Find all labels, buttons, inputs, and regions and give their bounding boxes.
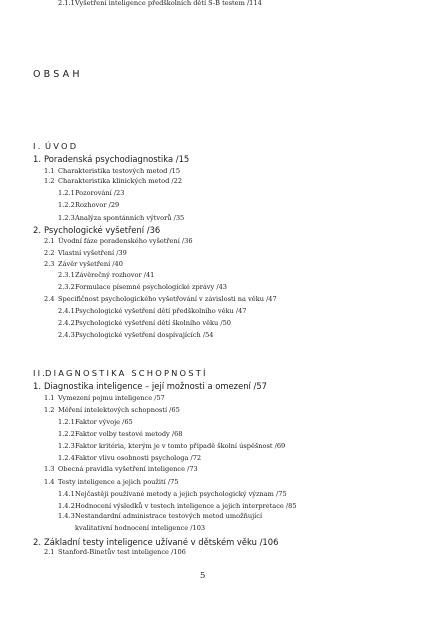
toc-entry [58, 332, 213, 339]
toc-entry-number: 1.4 [44, 478, 55, 486]
toc-entry-title: Obecná pravidla vyšetření inteligence [58, 465, 185, 473]
toc-entry-page: /57 [253, 381, 268, 391]
toc-entry-number: 1. [33, 154, 41, 164]
toc-entry-number: 2. [33, 537, 41, 547]
toc-entry-page: /36 [181, 237, 193, 245]
toc-entry-title: Nejčastěji používané metody a jejich psychologický význam [75, 490, 274, 498]
toc-entry-title: DIAGNOSTIKA SCHOPNOSTÍ [45, 368, 208, 378]
toc-entry-page: /54 [202, 331, 214, 339]
toc-entry [75, 525, 205, 532]
toc-entry-number: 1.2.3 [58, 442, 75, 450]
toc-entry-page: /73 [187, 465, 198, 473]
toc-entry-number: 1.2.1 [58, 418, 75, 426]
toc-entry [33, 142, 78, 150]
toc-entry [44, 238, 193, 245]
toc-entry [58, 419, 133, 426]
toc-entry-title: Charakteristika testových metod [58, 167, 168, 175]
toc-entry [44, 261, 123, 268]
toc-entry-page: /15 [169, 167, 181, 175]
toc-entry-page: /15 [175, 154, 190, 164]
toc-entry-page: /68 [171, 430, 183, 438]
toc-entry-page: /106 [171, 548, 186, 556]
toc-entry [33, 382, 267, 390]
toc-entry-number: 1.1 [44, 394, 55, 402]
toc-entry-title: Rozhovor [75, 201, 107, 209]
toc-entry [58, 455, 201, 462]
toc-entry-number: 2.3.2 [58, 283, 75, 291]
toc-entry-page: /29 [108, 201, 120, 209]
toc-entry-title: Psychologické vyšetření dětí předškolního věku [75, 307, 234, 315]
toc-entry [44, 250, 127, 257]
toc-entry-title: Faktor vlivu osobnosti psychologa [75, 454, 189, 462]
toc-entry [44, 466, 198, 473]
toc-entry-number: I. [33, 141, 43, 151]
toc-entry-number: 2.4.2 [58, 319, 75, 327]
toc-entry-number: 2. [33, 225, 41, 235]
toc-entry [58, 491, 287, 498]
toc-entry [44, 479, 179, 486]
toc-entry-page: /69 [274, 442, 286, 450]
toc-entry-number: 1.2 [44, 177, 55, 185]
toc-entry [44, 296, 277, 303]
toc-entry-number: 2.4.3 [58, 331, 75, 339]
toc-entry-page: /36 [146, 225, 161, 235]
toc-entry-page: /65 [122, 418, 133, 426]
toc-entry [58, 0, 262, 7]
toc-entry-title: Měření intelektových schopností [58, 406, 168, 414]
toc-entry-number: 1.4.3 [58, 512, 75, 520]
toc-entry-page: /35 [173, 214, 185, 222]
toc-entry-page: /114 [246, 0, 262, 7]
toc-entry-title: Psychologické vyšetření dětí školního věku [75, 319, 219, 327]
toc-entry-number: 1.1 [44, 167, 55, 175]
toc-entry-page: /106 [259, 537, 279, 547]
toc-entry-number: 1.2 [44, 406, 55, 414]
toc-entry [58, 443, 285, 450]
toc-entry [58, 215, 184, 222]
toc-entry [58, 513, 262, 520]
toc-entry-number: 2.3 [44, 260, 55, 268]
toc-entry [58, 320, 231, 327]
toc-entry-page: /47 [235, 307, 247, 315]
toc-entry-title: Testy inteligence a jejich použití [58, 478, 166, 486]
toc-entry-page: /23 [113, 189, 125, 197]
toc-entry [44, 395, 165, 402]
toc-entry-page: /43 [216, 283, 227, 291]
toc-entry-title: Diagnostika inteligence – její možnosti a omezení [44, 381, 251, 391]
toc-entry [44, 549, 186, 556]
toc-entry-page: /41 [143, 271, 155, 279]
toc-entry-page: /50 [220, 319, 231, 327]
toc-entry [33, 538, 278, 546]
toc-entry-title: Vlastní vyšetření [58, 249, 115, 257]
toc-entry-page: /40 [112, 260, 123, 268]
toc-entry-number: 1.2.2 [58, 430, 75, 438]
toc-entry-title: Závěr vyšetření [58, 260, 111, 268]
toc-entry [58, 284, 227, 291]
toc-entry-title: Stanford-Binetův test inteligence [58, 548, 169, 556]
toc-entry-number: 2.4 [44, 295, 55, 303]
toc-entry-title: ÚVOD [45, 141, 79, 151]
toc-entry-title: Charakteristika klinických metod [58, 177, 170, 185]
toc-entry-number: 1.2.3 [58, 214, 75, 222]
toc-entry-title: Faktor vývoje [75, 418, 121, 426]
toc-entry-page: /85 [285, 502, 297, 510]
toc-entry-title: Úvodní fáze poradenského vyšetření [58, 237, 180, 245]
toc-entry-number: 1.2.2 [58, 201, 75, 209]
toc-entry [44, 407, 180, 414]
toc-entry-number: 2.3.1 [58, 271, 75, 279]
toc-entry [33, 226, 160, 234]
toc-entry-title: Poradenská psychodiagnostika [44, 154, 174, 164]
toc-entry-title: Psychologické vyšetření [44, 225, 145, 235]
toc-entry-title: Faktor volby testové metody [75, 430, 170, 438]
toc-entry-number: 1.2.1 [58, 189, 75, 197]
toc-entry-title: Základní testy inteligence užívané v dětském věku [44, 537, 257, 547]
toc-entry [58, 190, 124, 197]
toc-entry-page: /65 [169, 406, 180, 414]
toc-entry-number: 1. [33, 381, 41, 391]
toc-entry-title: Vymezení pojmu inteligence [58, 394, 153, 402]
toc-entry-title: Faktor kritéria, kterým je v tomto případě školní úspěšnost [75, 442, 273, 450]
toc-entry [58, 503, 297, 510]
toc-entry-number: 1.3 [44, 465, 55, 473]
toc-entry-number: 2.2 [44, 249, 55, 257]
toc-entry [58, 202, 119, 209]
toc-entry-page: /103 [190, 524, 206, 532]
toc-entry-page: /57 [154, 394, 165, 402]
toc-entry-title: Psychologické vyšetření dospívajících [75, 331, 201, 339]
toc-entry-number: 2.1 [44, 548, 55, 556]
toc-entry-page: /75 [167, 478, 179, 486]
toc-entry [58, 431, 183, 438]
toc-entry-page: /72 [190, 454, 202, 462]
toc-entry-title: Analýza spontánních výtvorů [75, 214, 172, 222]
toc-entry-number: 2.1.1 [58, 0, 75, 7]
toc-entry [33, 155, 189, 163]
toc-entry-title: Formulace písemné psychologické zprávy [75, 283, 215, 291]
toc-entry [44, 168, 180, 175]
toc-entry [33, 369, 208, 377]
toc-entry-title: Vyšetření inteligence předškolních dětí S-B testem [75, 0, 245, 7]
toc-entry-page: /75 [276, 490, 287, 498]
toc-entry-title: Pozorování [75, 189, 112, 197]
page-number: 5 [200, 571, 206, 581]
toc-entry-title: Závěrečný rozhovor [75, 271, 142, 279]
toc-entry [44, 178, 182, 185]
toc-entry-title: Hodnocení výsledků v testech inteligence a jejich interpretace [75, 502, 284, 510]
toc-entry-number: 1.4.1 [58, 490, 75, 498]
toc-entry-page: /39 [116, 249, 127, 257]
toc-entry-page: /22 [171, 177, 183, 185]
toc-entry-number: II. [33, 368, 48, 378]
toc-entry-title: Specifičnost psychologického vyšetřování v závislosti na věku [58, 295, 264, 303]
page-heading: OBSAH [33, 69, 83, 80]
toc-entry-number: 1.4.2 [58, 502, 75, 510]
toc-entry-number: 1.2.4 [58, 454, 75, 462]
toc-entry-number: 2.1 [44, 237, 55, 245]
toc-entry [58, 272, 154, 279]
toc-entry-title: kvalitativní hodnocení inteligence [75, 524, 189, 532]
toc-entry [58, 308, 246, 315]
toc-entry-title: Nestandardní administrace testových metod umožňující [75, 512, 263, 520]
toc-entry-number: 2.4.1 [58, 307, 75, 315]
toc-entry-page: /47 [266, 295, 277, 303]
